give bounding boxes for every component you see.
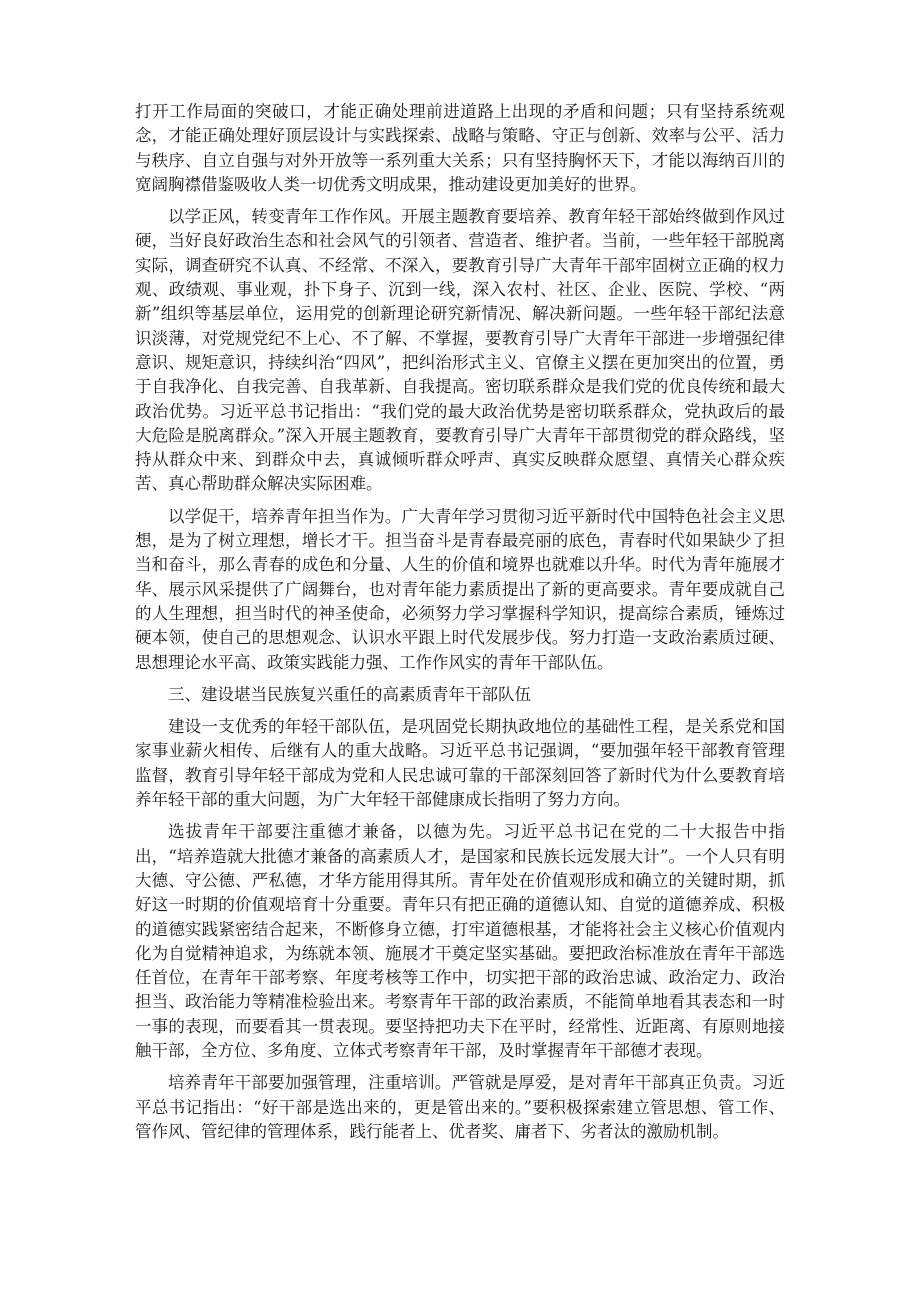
section-heading: 三、建设堪当民族复兴重任的高素质青年干部队伍 (168, 684, 531, 704)
paragraph-2: 以学正风，转变青年工作作风。开展主题教育要培养、教育年轻干部始终做到作风过硬，当好良好政治生态和社会风气的引领者、营造者、维护者。当前，一些年轻干部脱离实际，调查研究不认真、不经常、不深入，要教育引导广大青年干部牢固树立正确的权力观、政绩观、事业观，扑下身子、沉到一线，深入农村、社区、企业、医院、学校、“两新”组织等基层单位，运用党的创新理论研究新情况、解决新问题。一些年轻干部纪法意识淡薄，对党规党纪不上心、不了解、不掌握，要教育引导广大青年干部进一步增强纪律意识、规矩意识，持续纠治“四风”，把纠治形式主义、官僚主义摆在更加突出的位置，勇于自我净化、自我完善、自我革新、自我提高。密切联系群众是我们党的优良传统和最大政治优势。习近平总书记指出：“我们党的最大政治优势是密切联系群众，党执政后的最大危险是脱离群众。”深入开展主题教育，要教育引导广大青年干部贯彻党的群众路线，坚持从群众中来、到群众中去，真诚倾听群众呼声、真实反映群众愿望、真情关心群众疾苦、真心帮助群众解决实际困难。 (135, 207, 785, 494)
document-page (135, 100, 785, 1152)
paragraph-6: 培养青年干部要加强管理，注重培训。严管就是厚爱，是对青年干部真正负责。习近平总书记指出：“好干部是选出来的，更是管出来的。”要积极探索建立管思想、管工作、管作风、管纪律的管理体系，践行能者上、优者奖、庸者下、劣者汰的激励机制。 (135, 1073, 785, 1141)
paragraph-4: 建设一支优秀的年轻干部队伍，是巩固党长期执政地位的基础性工程，是关系党和国家事业薪火相传、后继有人的重大战略。习近平总书记强调，“要加强年轻干部教育管理监督，教育引导年轻干部成为党和人民忠诚可靠的干部深刻回答了新时代为什么要教育培养年轻干部的重大问题，为广大年轻干部健康成长指明了努力方向。 (135, 717, 785, 810)
paragraph-3: 以学促干，培养青年担当作为。广大青年学习贯彻习近平新时代中国特色社会主义思想，是为了树立理想，增长才干。担当奋斗是青春最亮丽的底色，青春时代如果缺少了担当和奋斗，那么青春的成色和分量、人生的价值和境界也就难以升华。时代为青年施展才华、展示风采提供了广阔舞台，也对青年能力素质提出了新的更高要求。青年要成就自己的人生理想，担当时代的神圣使命，必须努力学习掌握科学知识，提高综合素质，锤炼过硬本领，使自己的思想观念、认识水平跟上时代发展步伐。努力打造一支政治素质过硬、思想理论水平高、政策实践能力强、工作作风实的青年干部队伍。 (135, 506, 785, 672)
paragraph-1: 打开工作局面的突破口，才能正确处理前进道路上出现的矛盾和问题；只有坚持系统观念，才能正确处理好顶层设计与实践探索、战略与策略、守正与创新、效率与公平、活力与秩序、自立自强与对外开放等一系列重大关系；只有坚持胸怀天下，才能以海纳百川的宽阔胸襟借鉴吸收人类一切优秀文明成果，推动建设更加美好的世界。 (135, 102, 785, 194)
paragraph-5: 选拔青年干部要注重德才兼备，以德为先。习近平总书记在党的二十大报告中指出，“培养造就大批德才兼备的高素质人才，是国家和民族长远发展大计”。一个人只有明大德、守公德、严私德，才华方能用得其所。青年处在价值观形成和确立的关键时期，抓好这一时期的价值观培育十分重要。青年只有把正确的道德认知、自觉的道德养成、积极的道德实践紧密结合起来，不断修身立德，打牢道德根基，才能将社会主义核心价值观内化为自觉精神追求，为练就本领、施展才干奠定坚实基础。要把政治标准放在青年干部选任首位，在青年干部考察、年度考核等工作中，切实把干部的政治忠诚、政治定力、政治担当、政治能力等精准检验出来。考察青年干部的政治素质，不能简单地看其表态和一时一事的表现，而要看其一贯表现。要坚持把功夫下在平时，经常性、近距离、有原则地接触干部，全方位、多角度、立体式考察青年干部，及时掌握青年干部德才表现。 (135, 822, 785, 1060)
